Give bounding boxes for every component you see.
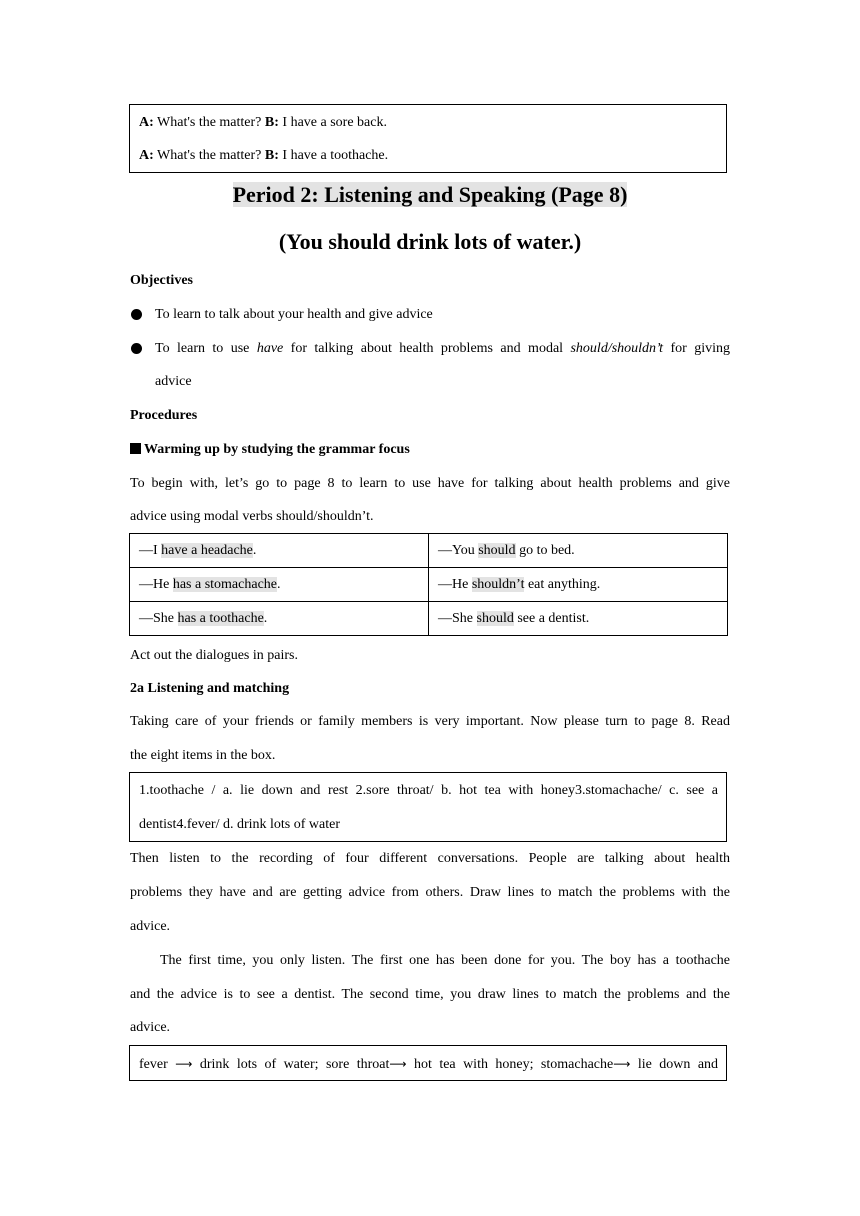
instructions-text: The first time, you only listen. The first one has been done for you. The boy has a toothache: [160, 953, 730, 968]
section-2a-text: Taking care of your friends or family members is very important. Now please turn to page 8. Read: [130, 714, 730, 729]
cell-highlight: have a headache: [161, 542, 253, 558]
warmup-heading-row: [130, 440, 730, 460]
objective-item-continued: advice: [155, 374, 192, 389]
objective-item: [155, 339, 730, 359]
warmup-text: advice using modal verbs should/shouldn’t.: [130, 509, 374, 524]
speaker-b-label: B:: [264, 148, 279, 163]
cell-text: .: [252, 542, 257, 558]
cell-highlight: has a stomachache: [172, 576, 278, 592]
matching-items: dentist4.fever/ d. drink lots of water: [139, 817, 341, 832]
cell-text: —He: [139, 576, 173, 592]
speaker-a-label: A:: [139, 148, 154, 163]
answer-text: hot tea with honey; stomachache: [414, 1057, 614, 1072]
section-2a-heading: 2a Listening and matching: [130, 681, 290, 696]
warmup-text: To begin with, let’s go to page 8 to learn to use have for talking about health problems and give: [130, 476, 730, 491]
cell-text: —You: [438, 542, 479, 558]
table-cell: [429, 602, 728, 636]
cell-text: eat anything.: [524, 576, 601, 592]
page-title: Period 2: Listening and Speaking (Page 8): [232, 182, 628, 207]
answer-line: [139, 1054, 718, 1075]
objective-text: for talking about health problems and modal: [283, 341, 571, 356]
cell-text: —He: [438, 576, 472, 592]
dialog-question: What's the matter?: [153, 148, 265, 163]
instructions-text: advice.: [130, 919, 171, 934]
dialog-question: What's the matter?: [153, 115, 265, 130]
act-out-text: Act out the dialogues in pairs.: [130, 648, 298, 663]
cell-text: .: [263, 610, 268, 626]
objective-text: To learn to use: [155, 341, 257, 356]
objective-modal: should/shouldn’t: [570, 341, 664, 356]
bullet-icon: [131, 343, 142, 354]
table-cell: [130, 568, 429, 602]
table-row: [130, 602, 728, 636]
table-row: [130, 534, 728, 568]
instructions-text: problems they have and are getting advice from others. Draw lines to match the problems with the: [130, 885, 730, 900]
dialog-answer: I have a toothache.: [278, 148, 389, 163]
cell-text: —She: [139, 610, 178, 626]
dialog-line: [139, 113, 387, 133]
dialog-answer: I have a sore back.: [278, 115, 387, 130]
cell-text: .: [277, 576, 281, 592]
objective-text: for giving: [663, 341, 731, 356]
dialog-box: [129, 104, 727, 173]
dialog-line: [139, 146, 388, 166]
matching-items: 1.toothache / a. lie down and rest 2.sore throat/ b. hot tea with honey3.stomachache/ c. see a: [139, 783, 718, 798]
cell-text: —I: [139, 542, 162, 558]
speaker-b-label: B:: [264, 115, 279, 130]
cell-highlight: has a toothache: [177, 610, 264, 626]
cell-text: —She: [438, 610, 477, 626]
right-arrow-icon: ⟶: [613, 1057, 631, 1071]
procedures-heading: Procedures: [130, 408, 198, 423]
table-cell: [429, 568, 728, 602]
section-2a-text: the eight items in the box.: [130, 748, 276, 763]
answer-text: drink lots of water; sore throat: [199, 1057, 390, 1072]
objective-have: have: [256, 341, 284, 356]
bullet-icon: [131, 309, 142, 320]
table-cell: [429, 534, 728, 568]
page-title-wrap: [0, 182, 860, 208]
table-cell: [130, 534, 429, 568]
speaker-a-label: A:: [139, 115, 154, 130]
cell-highlight: should: [476, 610, 514, 626]
square-bullet-icon: [130, 443, 141, 454]
instructions-text: advice.: [130, 1020, 171, 1035]
right-arrow-icon: ⟶: [389, 1057, 407, 1071]
cell-text: see a dentist.: [513, 610, 590, 626]
table-row: [130, 568, 728, 602]
instructions-text: Then listen to the recording of four different conversations. People are talking about health: [130, 851, 730, 866]
answer-text: fever: [139, 1057, 168, 1072]
objective-item: To learn to talk about your health and give advice: [155, 307, 433, 322]
cell-highlight: shouldn’t: [471, 576, 525, 592]
right-arrow-icon: ⟶: [175, 1057, 193, 1071]
cell-text: go to bed.: [515, 542, 575, 558]
matching-box: [129, 772, 727, 842]
warmup-heading: Warming up by studying the grammar focus: [144, 442, 410, 457]
page-subtitle: (You should drink lots of water.): [278, 229, 582, 254]
answer-text: lie down and: [637, 1057, 719, 1072]
answer-box: [129, 1045, 727, 1081]
cell-highlight: should: [478, 542, 516, 558]
table-cell: [130, 602, 429, 636]
objectives-heading: Objectives: [130, 273, 193, 288]
instructions-text: and the advice is to see a dentist. The second time, you draw lines to match the problems and the: [130, 987, 730, 1002]
grammar-table: [129, 533, 728, 636]
